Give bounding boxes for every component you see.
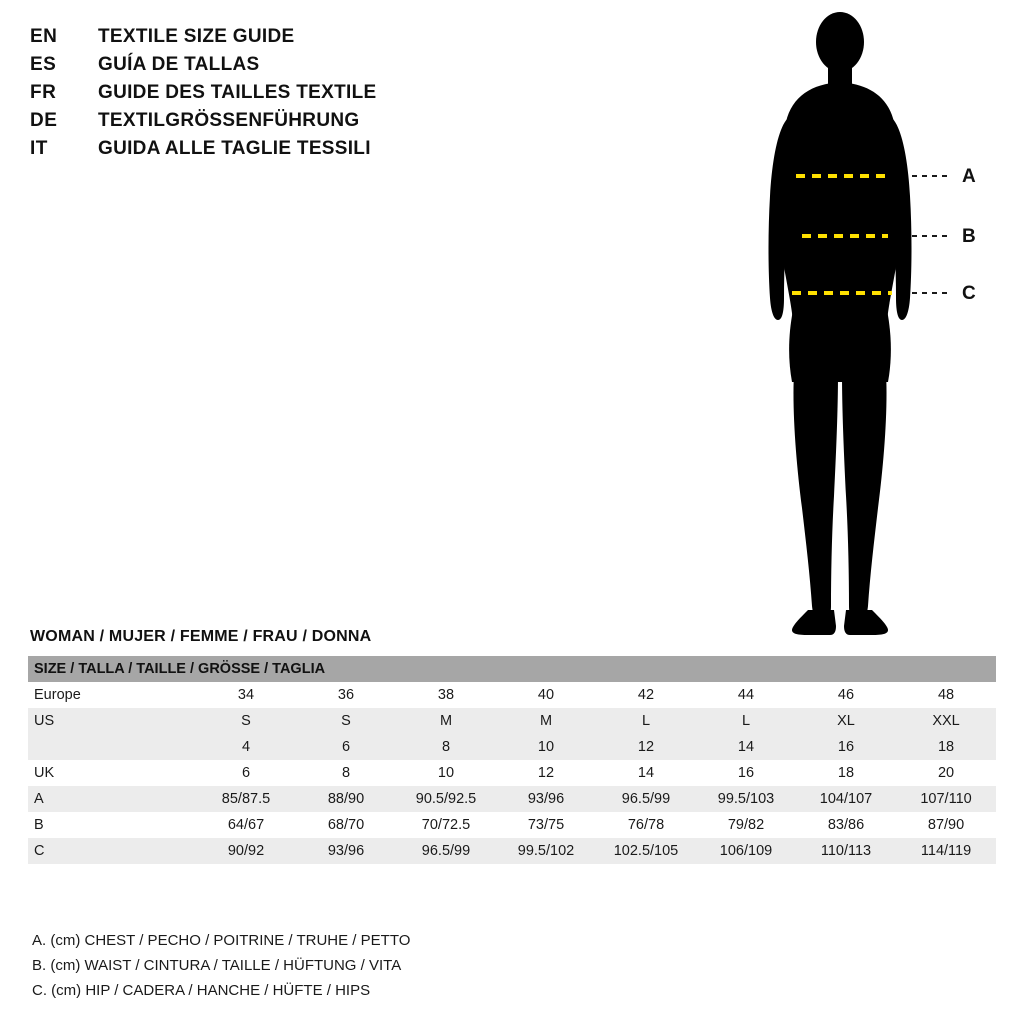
table-cell: XL <box>796 708 896 734</box>
table-header-label: SIZE / TALLA / TAILLE / GRÖSSE / TAGLIA <box>28 656 996 682</box>
title-text-en: TEXTILE SIZE GUIDE <box>98 26 295 47</box>
table-cell: 8 <box>296 760 396 786</box>
table-cell: 44 <box>696 682 796 708</box>
table-cell: M <box>496 708 596 734</box>
row-label-us-numeric <box>28 734 196 760</box>
size-table-section <box>28 628 996 864</box>
language-code-fr: FR <box>30 82 57 103</box>
language-code-it: IT <box>30 138 48 159</box>
table-header-row <box>28 656 996 682</box>
table-cell: 6 <box>196 760 296 786</box>
language-code-en: EN <box>30 26 58 47</box>
title-row-de <box>30 110 450 138</box>
language-code-de: DE <box>30 110 58 131</box>
table-caption: WOMAN / MUJER / FEMME / FRAU / DONNA <box>30 628 372 645</box>
row-label-b: B <box>28 812 196 838</box>
table-cell: S <box>196 708 296 734</box>
table-cell: 18 <box>896 734 996 760</box>
table-cell: 64/67 <box>196 812 296 838</box>
table-cell: 104/107 <box>796 786 896 812</box>
row-label-a: A <box>28 786 196 812</box>
marker-label-b: B <box>962 226 976 247</box>
table-cell: 40 <box>496 682 596 708</box>
table-cell: 102.5/105 <box>596 838 696 864</box>
title-row-es <box>30 54 450 82</box>
table-cell: 12 <box>496 760 596 786</box>
table-cell: S <box>296 708 396 734</box>
title-text-de: TEXTILGRÖSSENFÜHRUNG <box>98 110 360 131</box>
table-cell: 14 <box>596 760 696 786</box>
table-cell: 73/75 <box>496 812 596 838</box>
marker-label-a: A <box>962 166 976 187</box>
table-cell: M <box>396 708 496 734</box>
table-cell: 106/109 <box>696 838 796 864</box>
table-cell: 34 <box>196 682 296 708</box>
table-row <box>28 682 996 708</box>
table-cell: 99.5/103 <box>696 786 796 812</box>
table-cell: 48 <box>896 682 996 708</box>
title-row-en <box>30 26 450 54</box>
table-cell: 93/96 <box>496 786 596 812</box>
title-block <box>30 26 450 166</box>
table-row <box>28 838 996 864</box>
row-label-europe: Europe <box>28 682 196 708</box>
table-cell: 88/90 <box>296 786 396 812</box>
table-cell: 16 <box>696 760 796 786</box>
legend-block <box>32 928 632 1003</box>
table-cell: 107/110 <box>896 786 996 812</box>
table-cell: L <box>596 708 696 734</box>
table-cell: 4 <box>196 734 296 760</box>
title-text-it: GUIDA ALLE TAGLIE TESSILI <box>98 138 371 159</box>
table-cell: 114/119 <box>896 838 996 864</box>
table-row <box>28 812 996 838</box>
table-cell: 110/113 <box>796 838 896 864</box>
row-label-us: US <box>28 708 196 734</box>
size-table <box>28 656 996 864</box>
table-cell: 96.5/99 <box>396 838 496 864</box>
table-cell: 90/92 <box>196 838 296 864</box>
table-row <box>28 734 996 760</box>
measurement-figure <box>700 10 1010 635</box>
table-cell: 20 <box>896 760 996 786</box>
table-cell: 8 <box>396 734 496 760</box>
table-cell: 68/70 <box>296 812 396 838</box>
legend-line-b: B. (cm) WAIST / CINTURA / TAILLE / HÜFTUNG / VITA <box>32 957 402 974</box>
row-label-uk: UK <box>28 760 196 786</box>
table-cell: L <box>696 708 796 734</box>
table-cell: 16 <box>796 734 896 760</box>
language-code-es: ES <box>30 54 57 75</box>
table-cell: 93/96 <box>296 838 396 864</box>
legend-line-a: A. (cm) CHEST / PECHO / POITRINE / TRUHE / PETTO <box>32 932 411 949</box>
table-cell: 42 <box>596 682 696 708</box>
table-cell: 83/86 <box>796 812 896 838</box>
table-cell: 96.5/99 <box>596 786 696 812</box>
table-cell: XXL <box>896 708 996 734</box>
table-cell: 6 <box>296 734 396 760</box>
table-cell: 99.5/102 <box>496 838 596 864</box>
table-cell: 87/90 <box>896 812 996 838</box>
table-cell: 10 <box>396 760 496 786</box>
table-cell: 14 <box>696 734 796 760</box>
table-cell: 18 <box>796 760 896 786</box>
table-row <box>28 760 996 786</box>
table-cell: 85/87.5 <box>196 786 296 812</box>
table-cell: 76/78 <box>596 812 696 838</box>
table-cell: 36 <box>296 682 396 708</box>
table-row <box>28 786 996 812</box>
table-row <box>28 708 996 734</box>
legend-line-c: C. (cm) HIP / CADERA / HANCHE / HÜFTE / HIPS <box>32 982 371 999</box>
marker-label-c: C <box>962 283 976 304</box>
title-text-es: GUÍA DE TALLAS <box>98 54 260 75</box>
table-cell: 12 <box>596 734 696 760</box>
title-row-fr <box>30 82 450 110</box>
woman-silhouette-icon <box>700 10 1010 635</box>
row-label-c: C <box>28 838 196 864</box>
table-cell: 90.5/92.5 <box>396 786 496 812</box>
table-cell: 70/72.5 <box>396 812 496 838</box>
table-cell: 46 <box>796 682 896 708</box>
table-cell: 10 <box>496 734 596 760</box>
title-text-fr: GUIDE DES TAILLES TEXTILE <box>98 82 377 103</box>
table-cell: 79/82 <box>696 812 796 838</box>
title-row-it <box>30 138 450 166</box>
table-cell: 38 <box>396 682 496 708</box>
